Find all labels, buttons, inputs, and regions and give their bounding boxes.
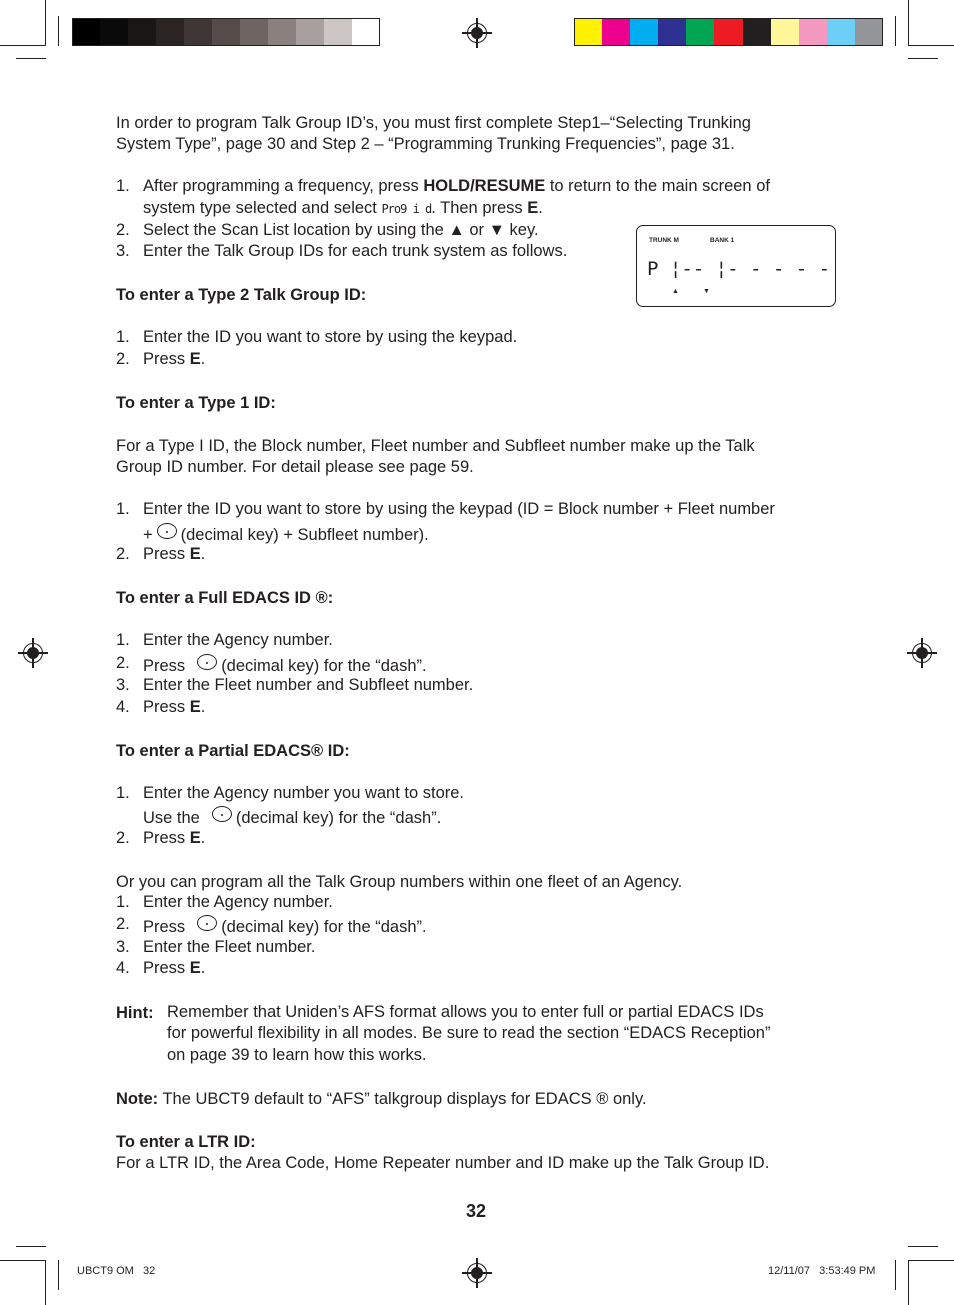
type1-item-2-number: 2. — [116, 545, 130, 563]
partial-edacs-heading: To enter a Partial EDACS® ID: — [116, 742, 350, 760]
full-edacs-item-3-text: Enter the Fleet number and Subfleet number. — [143, 676, 474, 694]
hint-label: Hint: — [116, 1004, 154, 1022]
fleet-item-1-text: Enter the Agency number. — [143, 893, 333, 911]
fleet-item-3-text: Enter the Fleet number. — [143, 938, 316, 956]
lcd-label-bank: BANK 1 — [710, 237, 735, 244]
lcd-main-digits: P ¦-- ¦- - - - - — [647, 258, 831, 280]
type2-heading: To enter a Type 2 Talk Group ID: — [116, 286, 367, 304]
registration-mark-bottom-icon — [467, 1263, 487, 1283]
fleet-item-2-number: 2. — [116, 915, 130, 933]
type1-item-1-text-line-2: + (decimal key) + Subfleet number). — [143, 523, 429, 545]
step-1-number: 1. — [116, 177, 130, 195]
step-2-number: 2. — [116, 221, 130, 239]
hint-line-2: for powerful flexibility in all modes. Be sure to read the section “EDACS Reception” — [167, 1024, 771, 1042]
registration-mark-top-icon — [467, 23, 487, 43]
type2-item-1-number: 1. — [116, 328, 130, 346]
type1-heading: To enter a Type 1 ID: — [116, 394, 276, 412]
full-edacs-item-1-text: Enter the Agency number. — [143, 631, 333, 649]
type2-item-2-text: Press E. — [143, 350, 206, 368]
lcd-label-trunk: TRUNK M — [649, 237, 679, 244]
note-text: Note: The UBCT9 default to “AFS” talkgroup displays for EDACS ® only. — [116, 1090, 647, 1108]
step-1-text: After programming a frequency, press HOLD/RESUME to return to the main screen of — [143, 177, 770, 195]
decimal-key-icon — [212, 806, 232, 822]
footer-left-slug: UBCT9 OM 32 — [77, 1265, 156, 1277]
full-edacs-item-2-text: Press (decimal key) for the “dash”. — [143, 654, 427, 676]
down-arrow-icon: ▼ — [488, 221, 505, 239]
grayscale-color-bar — [72, 18, 380, 46]
full-edacs-item-1-number: 1. — [116, 631, 130, 649]
full-edacs-item-4-number: 4. — [116, 698, 130, 716]
hint-line-3: on page 39 to learn how this works. — [167, 1046, 427, 1064]
full-edacs-item-3-number: 3. — [116, 676, 130, 694]
lcd-up-arrow-icon: ▲ — [672, 288, 679, 295]
type1-para-line-1: For a Type I ID, the Block number, Fleet number and Subfleet number make up the Talk — [116, 437, 755, 455]
partial-edacs-item-1-text: Enter the Agency number you want to store. — [143, 784, 465, 802]
partial-edacs-item-2-number: 2. — [116, 829, 130, 847]
process-color-bar — [574, 18, 883, 46]
decimal-key-icon — [197, 915, 217, 931]
type1-para-line-2: Group ID number. For detail please see page 59. — [116, 458, 474, 476]
intro-line-2: System Type”, page 30 and Step 2 – “Programming Trunking Frequencies”, page 31. — [116, 135, 735, 153]
full-edacs-heading: To enter a Full EDACS ID ®: — [116, 589, 334, 607]
ltr-heading: To enter a LTR ID: — [116, 1133, 256, 1151]
lcd-down-arrow-icon: ▼ — [703, 288, 710, 295]
full-edacs-item-2-number: 2. — [116, 654, 130, 672]
fleet-item-4-number: 4. — [116, 959, 130, 977]
fleet-para: Or you can program all the Talk Group numbers within one fleet of an Agency. — [116, 873, 683, 891]
page-number: 32 — [466, 1201, 487, 1221]
lcd-display-illustration — [636, 225, 836, 307]
partial-edacs-item-1-text-line-2: Use the (decimal key) for the “dash”. — [143, 806, 441, 828]
step-3-number: 3. — [116, 242, 130, 260]
type1-item-1-text: Enter the ID you want to store by using the keypad (ID = Block number + Fleet number — [143, 500, 775, 518]
registration-mark-left-icon — [23, 643, 43, 663]
type1-item-2-text: Press E. — [143, 545, 206, 563]
decimal-key-icon — [197, 654, 217, 670]
fleet-item-4-text: Press E. — [143, 959, 206, 977]
type1-item-1-number: 1. — [116, 500, 130, 518]
fleet-item-1-number: 1. — [116, 893, 130, 911]
step-2-text: Select the Scan List location by using the ▲ or ▼ key. — [143, 221, 539, 239]
hint-line-1: Remember that Uniden’s AFS format allows you to enter full or partial EDACS IDs — [167, 1003, 764, 1021]
intro-line-1: In order to program Talk Group ID’s, you must first complete Step1–“Selecting Trunking — [116, 114, 751, 132]
lcd-prog-id-glyph: Pro9 i d — [381, 202, 432, 216]
full-edacs-item-4-text: Press E. — [143, 698, 206, 716]
footer-right-timestamp: 12/11/07 3:53:49 PM — [768, 1265, 876, 1277]
color-bar-border — [72, 18, 380, 46]
decimal-key-icon — [157, 523, 177, 539]
ltr-text: For a LTR ID, the Area Code, Home Repeater number and ID make up the Talk Group ID. — [116, 1154, 770, 1172]
color-bar-border — [574, 18, 883, 46]
step-1-text-line-2: system type selected and select Pro9 i d. Then press E. — [143, 199, 543, 217]
fleet-item-2-text: Press (decimal key) for the “dash”. — [143, 915, 427, 937]
step-3-text: Enter the Talk Group IDs for each trunk system as follows. — [143, 242, 568, 260]
type2-item-2-number: 2. — [116, 350, 130, 368]
partial-edacs-item-2-text: Press E. — [143, 829, 206, 847]
type2-item-1-text: Enter the ID you want to store by using the keypad. — [143, 328, 518, 346]
fleet-item-3-number: 3. — [116, 938, 130, 956]
up-arrow-icon: ▲ — [448, 221, 465, 239]
registration-mark-right-icon — [912, 643, 932, 663]
partial-edacs-item-1-number: 1. — [116, 784, 130, 802]
